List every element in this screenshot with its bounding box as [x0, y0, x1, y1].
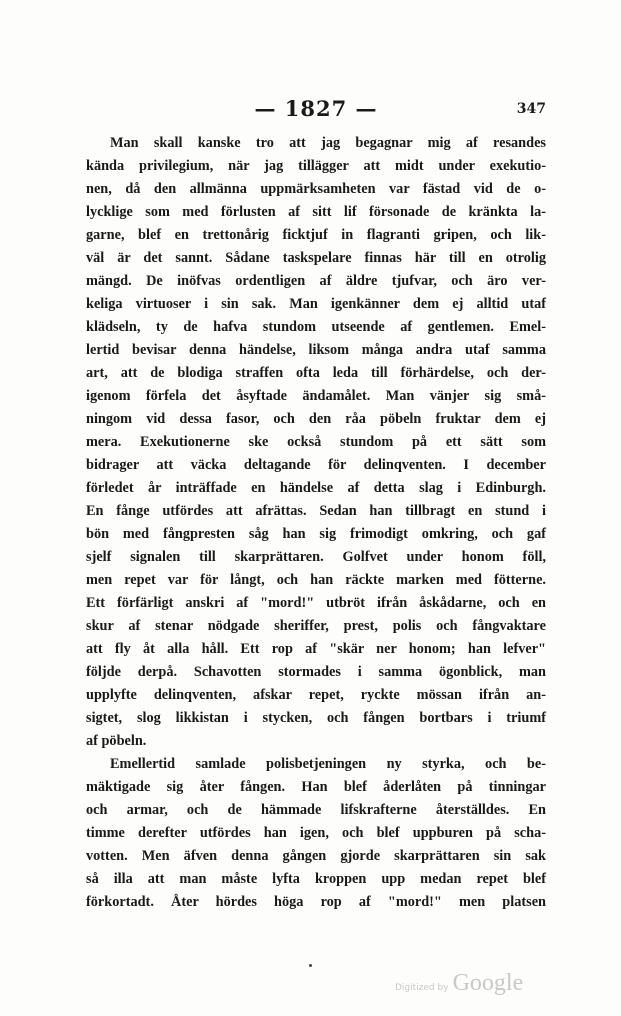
text-line: mängd. De inöfvas ordentligen af äldre tjufvar, och äro ver-	[86, 273, 546, 289]
text-line: klädseln, ty de hafva stundom utseende af gentlemen. Emel-	[86, 319, 546, 335]
text-line: skur af stenar nödgade sheriffer, prest, polis och fångvaktare	[86, 618, 546, 634]
text-line: lycklige som med förlusten af sitt lif försonade de kränkta la-	[86, 204, 546, 220]
text-line: väl är det sannt. Sådane taskspelare finnas här till en otrolig	[86, 250, 546, 266]
watermark-prefix: Digitized by	[395, 983, 449, 993]
text-line: upplyfte delinqventen, afskar repet, ryckte mössan ifrån an-	[86, 687, 546, 703]
body-text	[86, 132, 546, 914]
page-header	[86, 96, 546, 126]
text-line: så illa att man måste lyfta kroppen upp medan repet blef	[86, 871, 546, 887]
text-line: garne, blef en trettonårig ficktjuf in flagranti gripen, och lik-	[86, 227, 546, 243]
page-number: 347	[516, 101, 546, 117]
text-line: art, att de blodiga straffen ofta leda till förhärdelse, och der-	[86, 365, 546, 381]
text-line: lertid bevisar denna händelse, liksom många andra utaf samma	[86, 342, 546, 358]
text-line: att fly åt alla håll. Ett rop af "skär ner honom; han lefver"	[86, 641, 546, 657]
text-line: förledet år inträffade en händelse af detta slag i Edinburgh.	[86, 480, 546, 496]
page-speck	[309, 964, 312, 967]
text-line: och armar, och de hämmade lifskrafterne återställdes. En	[86, 802, 546, 818]
text-line: sjelf signalen till skarprättaren. Golfvet under honom föll,	[86, 549, 546, 565]
text-line: igenom förfela det åsyftade ändamålet. Man vänjer sig små-	[86, 388, 546, 404]
text-line: ningom vid dessa fasor, och den råa pöbeln fruktar dem ej	[86, 411, 546, 427]
text-line: Man skall kanske tro att jag begagnar mig af resandes	[110, 135, 546, 151]
text-line: nen, då den allmänna uppmärksamheten var fästad vid de o-	[86, 181, 546, 197]
text-line: kända privilegium, när jag tillägger att midt under exekutio-	[86, 158, 546, 174]
text-line: men repet var för långt, och han räckte marken med fötterne.	[86, 572, 546, 588]
text-line: bön med fångpresten såg han sig frimodigt omkring, och gaf	[86, 526, 546, 542]
text-line: timme derefter utfördes han igen, och blef uppburen på scha-	[86, 825, 546, 841]
text-line: följde derpå. Schavotten stormades i samma ögonblick, man	[86, 664, 546, 680]
digitized-watermark	[395, 970, 523, 1000]
text-line: förkortadt. Åter hördes höga rop af "mord!" men platsen	[86, 894, 546, 910]
text-line: mäktigade sig åter fången. Han blef åderlåten på tinningar	[86, 779, 546, 795]
text-line: Ett förfärligt anskri af "mord!" utbröt ifrån åskådarne, och en	[86, 595, 546, 611]
text-line: sigtet, slog likkistan i stycken, och fången bortbars i triumf	[86, 710, 546, 726]
google-logo: Google	[452, 970, 524, 996]
text-line: votten. Men äfven denna gången gjorde skarprättaren sin sak	[86, 848, 546, 864]
text-line: bidrager att väcka deltagande för delinqventen. I december	[86, 457, 546, 473]
text-line: mera. Exekutionerne ske också stundom på ett sätt som	[86, 434, 546, 450]
text-line: En fånge utfördes att afrättas. Sedan han tillbragt en stund i	[86, 503, 546, 519]
running-head: — 1827 —	[254, 96, 378, 121]
text-line: Emellertid samlade polisbetjeningen ny styrka, och be-	[110, 756, 546, 772]
text-line: keliga virtuoser i sin sak. Man igenkänner dem ej alltid utaf	[86, 296, 546, 312]
text-line: af pöbeln.	[86, 733, 147, 749]
